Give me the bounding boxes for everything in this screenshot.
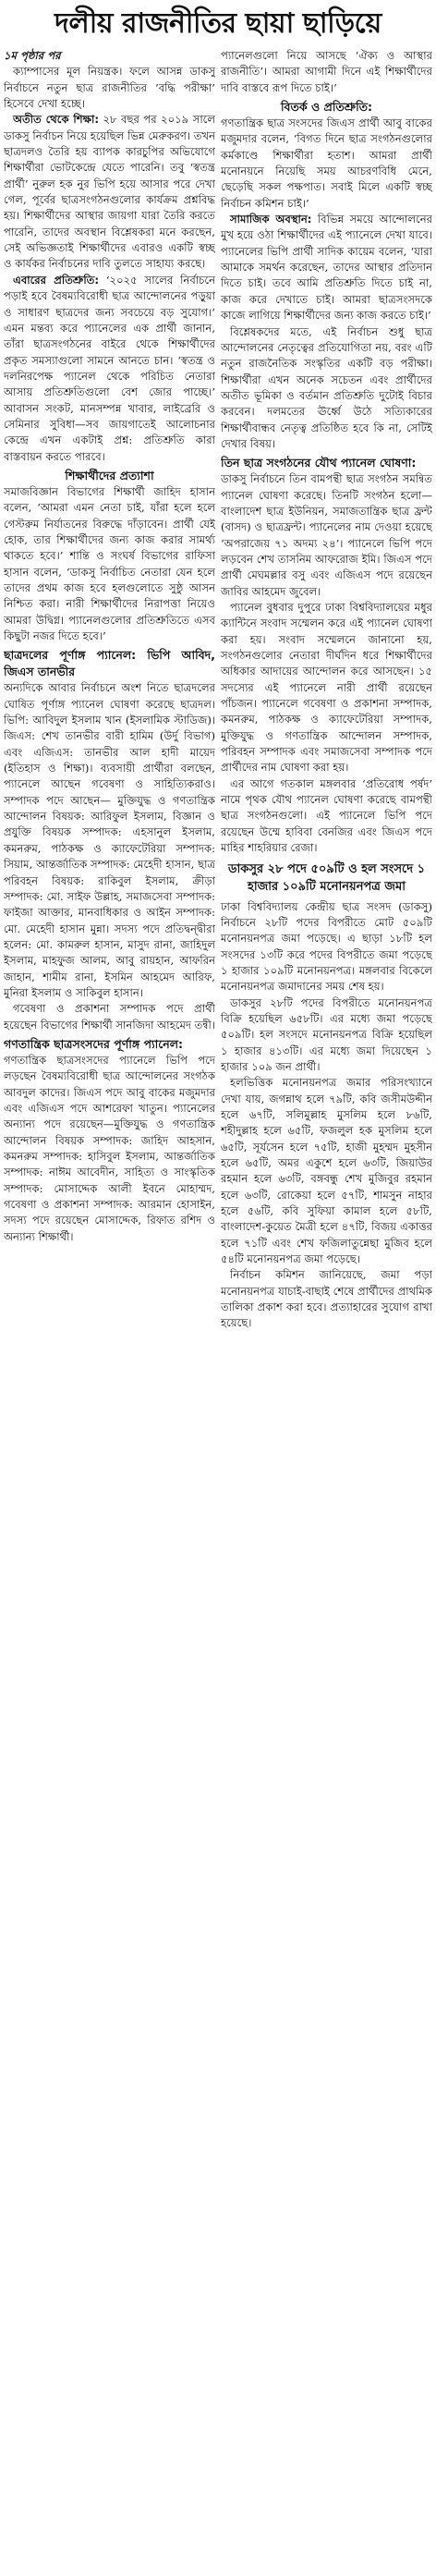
right-sec1-title: বিতর্ক ও প্রতিশ্রুতি: [280, 100, 373, 115]
right-sec2-title: সামাজিক অবস্থান: [230, 213, 312, 226]
right-sec3-title: তিন ছাত্র সংগঠনের যৌথ প্যানেল ঘোষণা: [221, 456, 417, 470]
right-column [221, 48, 432, 1332]
left-sec4-title: ছাত্রদলের পূর্ণাঙ্গ প্যানেল: ভিপি আবিদ, জিএস তানভীর [4, 648, 215, 679]
left-sec1-title: অতীত থেকে শিক্ষা: [13, 113, 99, 127]
right-sec4-text: ঢাকা বিশ্ববিদ্যালয় কেন্দ্রীয় ছাত্র সংসদ (ডাকসু) নির্বাচনে ২৮টি পদের বিপরীতে মোট ৫০৯টি মনোনয়নপত্র জমা পড়েছে। এ ছাড়া ১৮টি হল সংসদের ১৩টি করে পদের বিপরীতে জমা পড়েছে ১ হাজার ১০৯টি মনোনয়নপত্র। মঙ্গলবার বিকেলে মনোনয়নপত্র জমাদানের সময় শেষ হয়। [221, 899, 432, 994]
right-sec2-text2: বিশ্লেষকদের মতে, এই নির্বাচন শুধু ছাত্র আন্দোলনের নেতৃত্বের প্রতিযোগিতা নয়, বরং এটি নতুন রাজনৈতিক সংস্কৃতির একটি বড় পরীক্ষা। শিক্ষার্থীরা এখন অনেক সচেতন এবং প্রার্থীদের অতীত ভূমিকা ও বর্তমান প্রতিশ্রুতি দুটোই বিচার করবেন। দলমতের ঊর্ধ্বে উঠে সত্যিকারের শিক্ষার্থীবান্ধব নেতৃত্ব প্রতিষ্ঠিত হবে কি না, সেটিই দেখার বিষয়। [221, 324, 432, 450]
right-sec3-text2: প্যানেল বুধবার দুপুরে ঢাকা বিশ্ববিদ্যালয়ের মধুর ক্যান্টিনে সংবাদ সম্মেলন করে এই প্যানেল ঘোষণা করা হয়। সংবাদ সম্মেলনে জানানো হয়, সংগঠনগুলোর নেতারা দীর্ঘদিন ধরে শিক্ষার্থীদের অধিকার আদায়ের আন্দোলন করে আসছেন। ১৫ সদস্যের এই প্যানেলে নারী প্রার্থী রয়েছেন পাঁচজন। প্যানেলে গবেষণা ও প্রকাশনা সম্পাদক, কমনরুম, পাঠকক্ষ ও ক্যাফেটেরিয়া সম্পাদক, মুক্তিযুদ্ধ ও গণতান্ত্রিক আন্দোলন সম্পাদক, পরিবহন সম্পাদক এবং সমাজসেবা সম্পাদক পদে প্রার্থীদের নাম ঘোষণা করা হয়। [221, 601, 432, 775]
right-intro: প্যানেলগুলো নিয়ে আসছে ‘ঐক্য ও আস্থার রাজনীতি’। আমরা আগামী দিনে এই শিক্ষার্থীদের দাবি বাস্তবে রূপ দিতে চাই।’ [221, 49, 432, 94]
left-sec3-text: সমাজবিজ্ঞান বিভাগের শিক্ষার্থী জাহিদ হাসান বলেন, ‘আমরা এমন নেতা চাই, যাঁরা হলে হলে গেস্টরুম নির্যাতনের বিরুদ্ধে দাঁড়াবেন। প্রার্থী যেই হোক, তার শিক্ষার্থীদের জন্য কাজ করার সামর্থ্য থাকতে হবে।’ শান্তি ও সংঘর্ষ বিভাগের রাফিসা হাসান বলেন, ‘ডাকসু নির্বাচিত নেতারা যেন হলে তাদের প্রথম কাজ হবে হলগুলোতে সুষ্ঠু আসন নিশ্চিত করা। নারী শিক্ষার্থীদের নিরাপত্তা নিয়েও আমরা উদ্বিগ্ন। প্যানেলগুলোর প্রতিশ্রুতিতে এসব কিছুটা নজর দিতে হবে।’ [4, 484, 215, 643]
page-headline: দলীয় রাজনীতির ছায়া ছাড়িয়ে [54, 7, 382, 40]
right-sec4-text4: নির্বাচন কমিশন জানিয়েছে, জমা পড়া মনোনয়নপত্র যাচাই-বাছাই শেষে প্রার্থীদের প্রাথমিক তালিকা প্রকাশ করা হবে। প্রত্যাহারের সুযোগ রাখা হয়েছে। [221, 1268, 432, 1330]
right-sec4-title: ডাকসুর ২৮ পদে ৫০৯টি ও হল সংসদে ১ হাজার ১০৯টি মনোনয়নপত্র জমা [227, 861, 426, 894]
left-sec3-title: শিক্ষার্থীদের প্রত্যাশা [65, 468, 154, 482]
article-columns [4, 48, 432, 1332]
left-intro: ক্যাম্পাসের মূল নিয়ন্ত্রক। ফলে আসন্ন ডাকসু নির্বাচনে নতুন ছাত্র রাজনীতির ‘বদ্ধি পরীক্ষা’ হিসেবে দেখা হচ্ছে। [4, 65, 215, 111]
left-sec5-title: গণতান্ত্রিক ছাত্রসংসদের পূর্ণাঙ্গ প্যানেল: [4, 1036, 184, 1051]
left-sec2-text: ‘২০২৫ সালের নির্বাচনে পড়াই হবে বৈষম্যবিরোধী ছাত্র আন্দোলনের পড়ুয়া ও সাধারণ ছাত্রদের জন্য সবচেয়ে বড় সুযোগ।’ এমন মন্তব্য করে প্যানেলের এক প্রার্থী জানান, তাঁরা ছাত্রসংগঠনের বাইরে থেকে শিক্ষার্থীদের প্রকৃত সমস্যাগুলো সামনে আনতে চান। ‘স্বতন্ত্র ও দলনিরপেক্ষ প্যানেল থেকে পরিচিত নেতারা আসায় প্রতিশ্রুতিগুলো বেশ জোর পাচ্ছে।’ আবাসন সংকট, মানসম্পন্ন খাবার, লাইব্রেরি ও সেমিনার সুবিধা—সব জায়গাতেই আলোচনার কেন্দ্রে এখন একটাই প্রশ্ন: প্রতিশ্রুতি কারা বাস্তবায়ন করতে পারবে। [4, 273, 215, 463]
right-sec1-text: গণতান্ত্রিক ছাত্র সংসদের জিএস প্রার্থী আবু বাকের মজুমদার বলেন, ‘বিগত দিনে ছাত্র সংগঠনগুলোর কর্মকাণ্ডে শিক্ষার্থীরা হতাশ। আমরা প্রার্থী মনোনয়নে নিয়েছি সময় আচরণবিধি মেনে, ছেড়েছি সকল পক্ষপাত। সবাই মিলে একটি স্বচ্ছ নির্বাচন কমিশন চাই।’ [221, 116, 432, 210]
continued-label: ১ম পৃষ্ঠার পর [4, 49, 61, 62]
right-sec3-text3: এর আগে গতকাল মঙ্গলবার ‘প্রতিরোধ পর্ষদ’ নামে পৃথক যৌথ প্যানেল ঘোষণা করেছে বামপন্থী ছাত্র সংগঠনগুলো। এই প্যানেলে ভিপি পদে রয়েছেন উম্মে হাবিবা বেনজির এবং জিএস পদে মাহির শাহরিয়ার রেজা। [221, 776, 432, 855]
left-sec5-text: গণতান্ত্রিক ছাত্রসংসদের প্যানেলে ভিপি পদে লড়ছেন বৈষম্যবিরোধী ছাত্র আন্দোলনের সংগঠক আবদুল কাদের। জিএস পদে আবু বাকের মজুমদার এবং এজিএস পদে আশরেফা খাতুন। প্যানেলের অন্যান্য পদে রয়েছেন—মুক্তিযুদ্ধ ও গণতান্ত্রিক আন্দোলন বিষয়ক সম্পাদক: জাহিদ আহসান, কমনরুম সম্পাদক: হাসিবুল ইসলাম, আন্তর্জাতিক সম্পাদক: নাঈম আবেদীন, সাহিত্য ও সাংস্কৃতিক সম্পাদক: মোসাদ্দেক আলী ইবনে মোহাম্মদ, গবেষণা ও প্রকাশনা সম্পাদক: আরমান হোসাইন, সদস্য পদে রয়েছেন মোসাদ্দেক, রিফাত রশিদ ও অন্যান্য শিক্ষার্থী। [4, 1053, 215, 1243]
right-sec2-text: বিভিন্ন সময়ে আন্দোলনের মুখ হয়ে ওঠা শিক্ষার্থীদের এই প্যানেলে দেখা যাবে। প্যানেলের ভিপি প্রার্থী সাদিক কায়েম বলেন, ‘যারা আমাকে সমর্থন করেছেন, তাদের আস্থার প্রতিদান দিতে চাই। তবে আমি প্রতিশ্রুতি দিতে চাই না, কাজ করে দেখাতে চাই। আমরা ছাত্রসংসদকে কাজে লাগিয়ে শিক্ষার্থীদের জন্য কাজ করতে চাই।’ [221, 213, 432, 323]
left-column [4, 48, 215, 1332]
left-sec1-text: ২৮ বছর পর ২০১৯ সালে ডাকসু নির্বাচন নিয়ে হয়েছিল ভিন্ন মেরুকরণ। তখন ছাত্রদলও তৈরি হয় ব্যাপক কারচুপির অভিযোগে শিক্ষার্থীরা ভোটকেন্দ্রে যেতে পারেনি। তবু ‘স্বতন্ত্র প্রার্থী’ নুরুল হক নুর ভিপি হয়ে আসার পরে দেখা গেল, পূর্বের ছাত্রসংগঠনগুলোর কার্যক্রম প্রশ্নবিদ্ধ হয়। শিক্ষার্থীদের আস্থার জায়গা যারা তৈরি করতে পারেনি, তাদের অবস্থান বিশ্লেষকরা মনে করছেন, সেই অভিজ্ঞতাই শিক্ষার্থীদের এবারও একটি স্বচ্ছ ও কার্যকর নির্বাচনের দাবি তুলতে সাহায্য করছে। [4, 113, 215, 271]
left-sec4-text: অন্যদিকে আবার নির্বাচনে অংশ নিতে ছাত্রদলের ঘোষিত পূর্ণাঙ্গ প্যানেল ঘোষণা করেছে ছাত্রদল। ভিপি: আবিদুল ইসলাম খান (ইসলামিক স্টাডিজ)। জিএস: শেখ তানভীর বারী হামিম (উর্দু বিভাগ) এবং এজিএস: তানভীর আল হাদী মায়েদ (ইতিহাস ও শিক্ষা)। ব্যবসায়ী প্রার্থীরা বলছেন, প্যানেলে আছেন গবেষণা ও সাহিত্যিকরাও। সম্পাদক পদে আছেন— মুক্তিযুদ্ধ ও গণতান্ত্রিক আন্দোলন বিষয়ক: আরিফুল ইসলাম, বিজ্ঞান ও প্রযুক্তি বিষয়ক সম্পাদক: এহসানুল ইসলাম, কমনরুম, পাঠকক্ষ ও ক্যাফেটেরিয়া সম্পাদক: সিয়াম, আন্তর্জাতিক সম্পাদক: মেহেদী হাসান, ছাত্র পরিবহন বিষয়ক: রাকিবুল ইসলাম, ক্রীড়া সম্পাদক: মো. সাইফ উল্লাহ, সমাজসেবা সম্পাদক: ফাইজা আক্তার, মানবাধিকার ও আইন সম্পাদক: মো. মেহেদী হাসান মুন্না। সদস্য পদে প্রতিদ্বন্দ্বীরা হলেন: মো. কামরুল হাসান, মাসুদ রানা, জাহিদুল ইসলাম, মাহফুজ আলম, আবু রায়হান, আফরিন জাহান, শামীম রানা, ইসমিন আহমেদ আরিফ, মুনিরা ইসলাম ও সাকিবুল হাসান। [4, 681, 215, 999]
left-sec2-title: এবারের প্রতিশ্রুতি: [13, 273, 99, 287]
right-sec4-text3: হলভিত্তিক মনোনয়নপত্র জমার পরিসংখ্যানে দেখা যায়, জগন্নাথ হলে ৭৯টি, কবি জসীমউদ্দীন হলে ৬৭টি, সলিমুল্লাহ মুসলিম হলে ৮৬টি, শহীদুল্লাহ হলে ৬৫টি, ফজলুল হক মুসলিম হলে ৬৫টি, সূর্যসেন হলে ৭৫টি, হাজী মুহম্মদ মুহসীন হলে ৬৫টি, অমর একুশে হলে ৬৩টি, জিয়াউর রহমান হলে ৬৩টি, বঙ্গবন্ধু শেখ মুজিবুর রহমান হলে ৬৩টি, রোকেয়া হলে ৫৭টি, শামসুন নাহার হলে ৫৬টি, কবি সুফিয়া কামাল হলে ৫৮টি, বাংলাদেশ-কুয়েত মৈত্রী হলে ৪৭টি, বিজয় একাত্তর হলে ৭১টি এবং শেখ ফজিলাতুন্নেছা মুজিব হলে ৫৪টি মনোনয়নপত্র জমা পড়েছে। [221, 1076, 432, 1266]
right-sec3-text: ডাকসু নির্বাচনে তিন বামপন্থী ছাত্র সংগঠন সমন্বিত প্যানেল ঘোষণা করেছে। তিনটি সংগঠন হলো—বাংলাদেশ ছাত্র ইউনিয়ন, সমাজতান্ত্রিক ছাত্র ফ্রন্ট (বাসদ) ও ছাত্রফ্রন্ট। প্যানেলের নাম দেওয়া হয়েছে ‘অপরাজেয় ৭১ অদম্য ২৪’। প্যানেলে ভিপি পদে লড়বেন শেখ তাসনিম আফরোজ ইমি। জিএস পদে প্রার্থী মেঘমল্লার বসু এবং এজিএস পদে রয়েছেন জাবির আহমেদ জুবেল। [221, 472, 432, 598]
left-sec4-text2: গবেষণা ও প্রকাশনা সম্পাদক পদে প্রার্থী হয়েছেন বিভাগের শিক্ষার্থী সানজিদা আহমেদ তন্বী। [4, 1002, 215, 1032]
right-sec4-text2: ডাকসুর ২৮টি পদের বিপরীতে মনোনয়নপত্র বিক্রি হয়েছিল ৬৫৮টি। এর মধ্যে জমা পড়েছে ৫০৯টি। হল সংসদে মনোনয়নপত্র বিক্রি হয়েছিল ১ হাজার ৪১৩টি। এর মধ্যে জমা দিয়েছেন ১ হাজার ১০৯ জন প্রার্থী। [221, 995, 432, 1073]
